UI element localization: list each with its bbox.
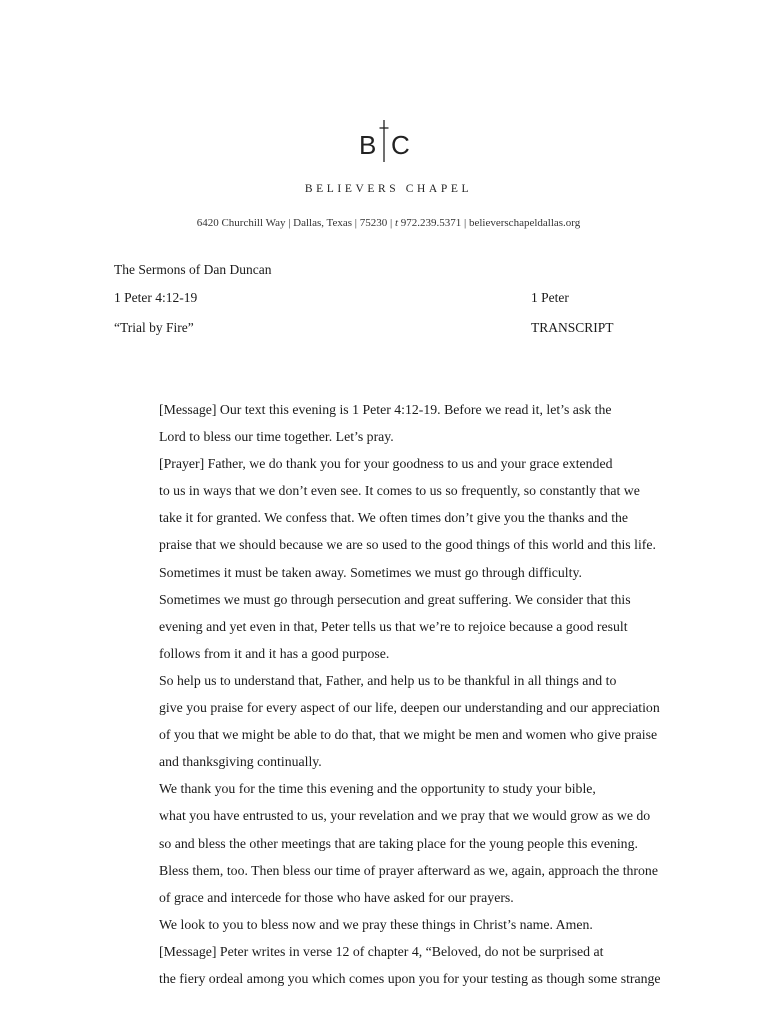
transcript-paragraph [114, 938, 661, 992]
svg-text:B: B [359, 130, 377, 160]
transcript-line: of grace and intercede for those who have asked for our prayers. [159, 889, 514, 905]
sermon-passage: 1 Peter 4:12-19 [114, 290, 198, 305]
transcript-line: Lord to bless our time together. Let’s pray. [159, 429, 394, 445]
document-type: TRANSCRIPT [531, 320, 614, 335]
transcript-line: give you praise for every aspect of our life, deepen our understanding and our appreciation [159, 700, 660, 716]
sermon-book: 1 Peter [531, 290, 569, 305]
org-name: BELIEVERS CHAPEL [304, 183, 473, 195]
sermon-title: “Trial by Fire” [114, 320, 194, 335]
address-part1: 6420 Churchill Way | Dallas, Texas | 75230 | [196, 217, 395, 229]
transcript-line: [Prayer] Father, we do thank you for your goodness to us and your grace extended [159, 456, 613, 472]
transcript-line: So help us to understand that, Father, and help us to be thankful in all things and to [159, 672, 617, 688]
address-part2: 972.239.5371 | believerschapeldallas.org [398, 217, 581, 229]
transcript-line: Sometimes it must be taken away. Sometimes we must go through difficulty. [159, 564, 582, 580]
transcript-line: to us in ways that we don’t even see. It comes to us so frequently, so constantly that we [159, 483, 640, 499]
transcript-line: [Message] Peter writes in verse 12 of chapter 4, “Beloved, do not be surprised at [159, 943, 604, 959]
transcript-line: of you that we might be able to do that, that we might be men and women who give praise [159, 727, 658, 743]
transcript-line: praise that we should because we are so used to the good things of this world and this life. [159, 537, 656, 553]
transcript-line: We thank you for the time this evening and the opportunity to study your bible, [159, 781, 596, 797]
transcript-line: so and bless the other meetings that are taking place for the young people this evening. [159, 835, 638, 851]
believers-chapel-logo [357, 118, 417, 162]
transcript-line: take it for granted. We confess that. We often times don’t give you the thanks and the [159, 510, 629, 526]
org-address [0, 217, 770, 229]
sermon-series: The Sermons of Dan Duncan [114, 262, 272, 277]
address-t: t [394, 217, 399, 229]
transcript-line: what you have entrusted to us, your revelation and we pray that we would grow as we do [159, 808, 651, 824]
svg-text:C: C [391, 130, 410, 160]
transcript-line: and thanksgiving continually. [159, 754, 322, 770]
transcript-paragraph [114, 396, 654, 450]
transcript-line: We look to you to bless now and we pray these things in Christ’s name. Amen. [159, 916, 593, 932]
transcript-paragraph [114, 450, 654, 558]
transcript-line: evening and yet even in that, Peter tells us that we’re to rejoice because a good result [159, 618, 628, 634]
transcript-paragraph [114, 559, 654, 667]
transcript-paragraph [114, 775, 658, 910]
transcript-line: the fiery ordeal among you which comes upon you for your testing as though some strange [159, 970, 661, 986]
transcript-line: follows from it and it has a good purpose. [159, 645, 390, 661]
transcript-line: [Message] Our text this evening is 1 Peter 4:12-19. Before we read it, let’s ask the [159, 402, 612, 417]
transcript-paragraph [114, 667, 660, 775]
transcript-body [114, 396, 661, 992]
transcript-line: Sometimes we must go through persecution and great suffering. We consider that this [159, 591, 631, 607]
transcript-paragraph [114, 911, 654, 938]
transcript-line: Bless them, too. Then bless our time of prayer afterward as we, again, approach the throne [159, 862, 658, 878]
